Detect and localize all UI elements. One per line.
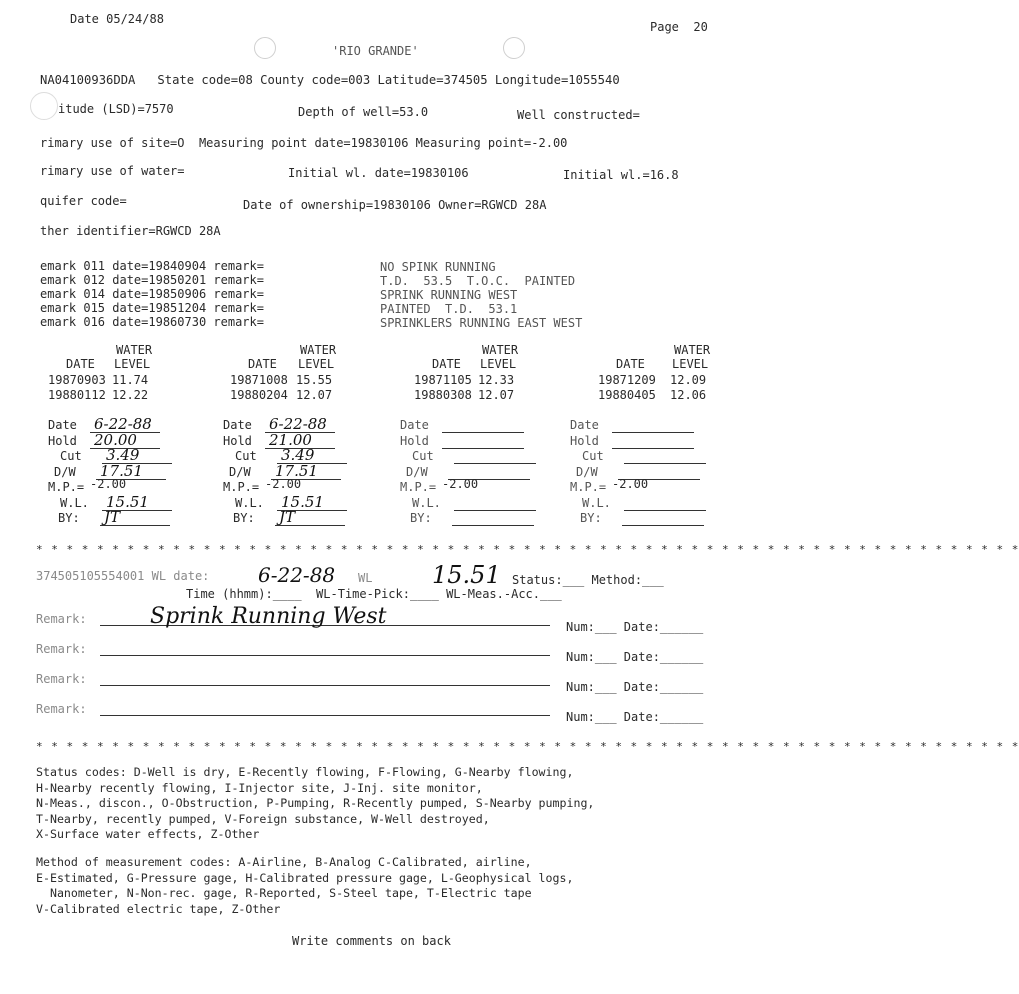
- entry-value-mp: -2.00: [90, 477, 127, 491]
- entry-value-dw: 17.51: [100, 461, 143, 480]
- footer-note: Write comments on back: [292, 934, 451, 948]
- wl-date-cell: 19880308: [414, 388, 472, 402]
- report-date: Date 05/24/88: [70, 12, 164, 26]
- wl-date-cell: 19871008: [230, 373, 288, 387]
- site-wl-date-label: 374505105554001 WL date:: [36, 569, 210, 583]
- entry-label-wl: W.L.: [235, 495, 264, 510]
- wl-level-cell: 15.55: [296, 373, 333, 387]
- wl-level-cell: 11.74: [112, 373, 149, 387]
- initial-wl: Initial wl.=16.8: [563, 168, 679, 182]
- primary-use-of-site: rimary use of site=O Measuring point date=19830106 Measuring point=-2.00: [40, 136, 568, 150]
- entry-label-mp: M.P.=: [48, 480, 85, 494]
- remark-text: NO SPINK RUNNING: [380, 260, 496, 274]
- wl-level-cell: 12.33: [478, 373, 515, 387]
- wl-level-cell: 12.09: [670, 373, 707, 387]
- remark-text: PAINTED T.D. 53.1: [380, 302, 518, 316]
- entry-line-date: [442, 432, 524, 433]
- entry-line-by: [622, 525, 704, 526]
- entry-line-by: [452, 525, 534, 526]
- status-code-line: T-Nearby, recently pumped, V-Foreign substance, W-Well destroyed,: [36, 811, 490, 826]
- entry-label-wl: W.L.: [582, 495, 611, 510]
- num-date: Num:___ Date:______: [566, 620, 704, 634]
- entry-label-by: BY:: [233, 511, 255, 525]
- entry-label-dw: D/W: [406, 464, 428, 479]
- wl-date-cell: 19880405: [598, 388, 656, 402]
- entry-label-hold: Hold: [48, 433, 77, 448]
- altitude: itude (LSD)=7570: [58, 102, 174, 116]
- entry-value-hold: 21.00: [269, 430, 312, 449]
- entry-value-mp: -2.00: [612, 477, 649, 491]
- entry-label-date: Date: [223, 418, 252, 432]
- remark-code: emark 014 date=19850906 remark=: [40, 287, 264, 301]
- remark-code: emark 011 date=19840904 remark=: [40, 259, 264, 273]
- entry-label-by: BY:: [580, 511, 602, 525]
- entry-line-wl: [624, 510, 706, 511]
- entry-line-hold: [612, 448, 694, 449]
- level-header: LEVEL: [480, 357, 517, 371]
- entry-label-hold: Hold: [400, 433, 429, 448]
- entry-line-date: [612, 432, 694, 433]
- handwritten-wl-date: 6-22-88: [258, 563, 336, 587]
- remark-text: SPRINK RUNNING WEST: [380, 288, 518, 302]
- status-method: Status:___ Method:___: [512, 573, 664, 587]
- entry-label-dw: D/W: [229, 464, 251, 479]
- date-header: DATE: [248, 357, 277, 371]
- entry-label-wl: W.L.: [60, 495, 89, 510]
- star-divider-bottom: * * * * * * * * * * * * * * * * * * * * * * * * * * * * * * * * * * * * * * * * * * * * * * * * * * * * * * * * * * * * * * * * *: [36, 740, 1019, 753]
- entry-value-cut: 3.49: [281, 446, 315, 464]
- punch-hole-left: [254, 37, 276, 59]
- water-header: WATER: [674, 343, 711, 357]
- method-code-line: E-Estimated, G-Pressure gage, H-Calibrated pressure gage, L-Geophysical logs,: [36, 870, 574, 885]
- entry-label-dw: D/W: [576, 464, 598, 479]
- other-identifier: ther identifier=RGWCD 28A: [40, 224, 221, 238]
- site-id-line: NA04100936DDA State code=08 County code=003 Latitude=374505 Longitude=1055540: [40, 73, 620, 87]
- date-of-ownership: Date of ownership=19830106 Owner=RGWCD 28A: [243, 198, 547, 212]
- status-code-line: H-Nearby recently flowing, I-Injector site, J-Inj. site monitor,: [36, 780, 483, 795]
- remark-label: Remark:: [36, 612, 87, 626]
- wl-date-cell: 19871105: [414, 373, 472, 387]
- remark-text: SPRINKLERS RUNNING EAST WEST: [380, 316, 583, 330]
- wl-level-cell: 12.07: [296, 388, 333, 402]
- entry-value-by: JT: [279, 508, 296, 526]
- wl-label: WL: [358, 571, 373, 585]
- entry-label-wl: W.L.: [412, 495, 441, 510]
- remark-label: Remark:: [36, 672, 87, 686]
- date-header: DATE: [66, 357, 95, 371]
- time-line: Time (hhmm):____ WL-Time-Pick:____ WL-Meas.-Acc.___: [186, 587, 562, 601]
- entry-label-cut: Cut: [235, 449, 257, 463]
- date-header: DATE: [616, 357, 645, 371]
- wl-level-cell: 12.06: [670, 388, 707, 402]
- entry-label-cut: Cut: [582, 449, 604, 463]
- entry-value-mp: -2.00: [265, 477, 302, 491]
- district-title: 'RIO GRANDE': [332, 44, 419, 58]
- entry-label-mp: M.P.=: [223, 480, 260, 494]
- entry-value-date: 6-22-88: [269, 415, 327, 433]
- entry-label-hold: Hold: [570, 433, 599, 448]
- method-code-line: Nanometer, N-Non-rec. gage, R-Reported, S-Steel tape, T-Electric tape: [36, 886, 532, 900]
- remark-label: Remark:: [36, 642, 87, 656]
- wl-level-cell: 12.07: [478, 388, 515, 402]
- wl-date-cell: 19871209: [598, 373, 656, 387]
- remark-code: emark 015 date=19851204 remark=: [40, 301, 264, 315]
- entry-label-by: BY:: [58, 511, 80, 525]
- method-code-line: Method of measurement codes: A-Airline, B-Analog C-Calibrated, airline,: [36, 855, 532, 869]
- entry-label-mp: M.P.=: [400, 480, 437, 494]
- water-header: WATER: [116, 343, 153, 357]
- remark-line: [100, 715, 550, 716]
- entry-value-mp: -2.00: [442, 477, 479, 491]
- entry-value-wl: 15.51: [106, 492, 149, 511]
- num-date: Num:___ Date:______: [566, 680, 704, 694]
- date-header: DATE: [432, 357, 461, 371]
- entry-value-date: 6-22-88: [94, 415, 152, 433]
- entry-label-dw: D/W: [54, 464, 76, 479]
- entry-label-by: BY:: [410, 511, 432, 525]
- status-code-line: Status codes: D-Well is dry, E-Recently flowing, F-Flowing, G-Nearby flowing,: [36, 765, 574, 779]
- handwritten-remark: Sprink Running West: [150, 604, 387, 629]
- wl-date-cell: 19870903: [48, 373, 106, 387]
- entry-line-cut: [624, 463, 706, 464]
- page-number: Page 20: [650, 20, 708, 34]
- entry-line-hold: [442, 448, 524, 449]
- handwritten-wl: 15.51: [432, 561, 501, 589]
- entry-label-date: Date: [570, 418, 599, 432]
- entry-value-dw: 17.51: [275, 461, 318, 480]
- entry-label-hold: Hold: [223, 433, 252, 448]
- well-constructed: Well constructed=: [517, 108, 640, 122]
- entry-label-cut: Cut: [412, 449, 434, 463]
- star-divider-top: * * * * * * * * * * * * * * * * * * * * * * * * * * * * * * * * * * * * * * * * * * * * * * * * * * * * * * * * * * * * * * * * *: [36, 543, 1019, 556]
- method-code-line: V-Calibrated electric tape, Z-Other: [36, 901, 281, 916]
- remark-text: T.D. 53.5 T.O.C. PAINTED: [380, 274, 576, 288]
- initial-wl-date: Initial wl. date=19830106: [288, 166, 469, 180]
- water-header: WATER: [300, 343, 337, 357]
- remark-code: emark 016 date=19860730 remark=: [40, 315, 264, 329]
- entry-label-date: Date: [48, 418, 77, 432]
- num-date: Num:___ Date:______: [566, 650, 704, 664]
- entry-label-date: Date: [400, 418, 429, 432]
- wl-level-cell: 12.22: [112, 388, 149, 402]
- depth-of-well: Depth of well=53.0: [298, 105, 429, 119]
- entry-line-wl: [454, 510, 536, 511]
- level-header: LEVEL: [114, 357, 151, 371]
- level-header: LEVEL: [298, 357, 335, 371]
- wl-date-cell: 19880204: [230, 388, 288, 402]
- remark-code: emark 012 date=19850201 remark=: [40, 273, 264, 287]
- remark-line: [100, 655, 550, 656]
- entry-value-wl: 15.51: [281, 492, 324, 511]
- punch-hole-right: [503, 37, 525, 59]
- wl-date-cell: 19880112: [48, 388, 106, 402]
- aquifer-code: quifer code=: [40, 194, 127, 208]
- punch-hole-margin: [30, 92, 58, 120]
- remark-label: Remark:: [36, 702, 87, 716]
- status-code-line: X-Surface water effects, Z-Other: [36, 827, 260, 841]
- entry-label-mp: M.P.=: [570, 480, 607, 494]
- remark-line: [100, 685, 550, 686]
- entry-value-hold: 20.00: [94, 430, 137, 449]
- status-code-line: N-Meas., discon., O-Obstruction, P-Pumping, R-Recently pumped, S-Nearby pumping,: [36, 796, 595, 810]
- entry-label-cut: Cut: [60, 449, 82, 463]
- water-header: WATER: [482, 343, 519, 357]
- primary-use-of-water: rimary use of water=: [40, 164, 185, 178]
- entry-value-cut: 3.49: [106, 446, 140, 464]
- entry-value-by: JT: [104, 508, 121, 526]
- level-header: LEVEL: [672, 357, 709, 371]
- entry-line-cut: [454, 463, 536, 464]
- num-date: Num:___ Date:______: [566, 710, 704, 724]
